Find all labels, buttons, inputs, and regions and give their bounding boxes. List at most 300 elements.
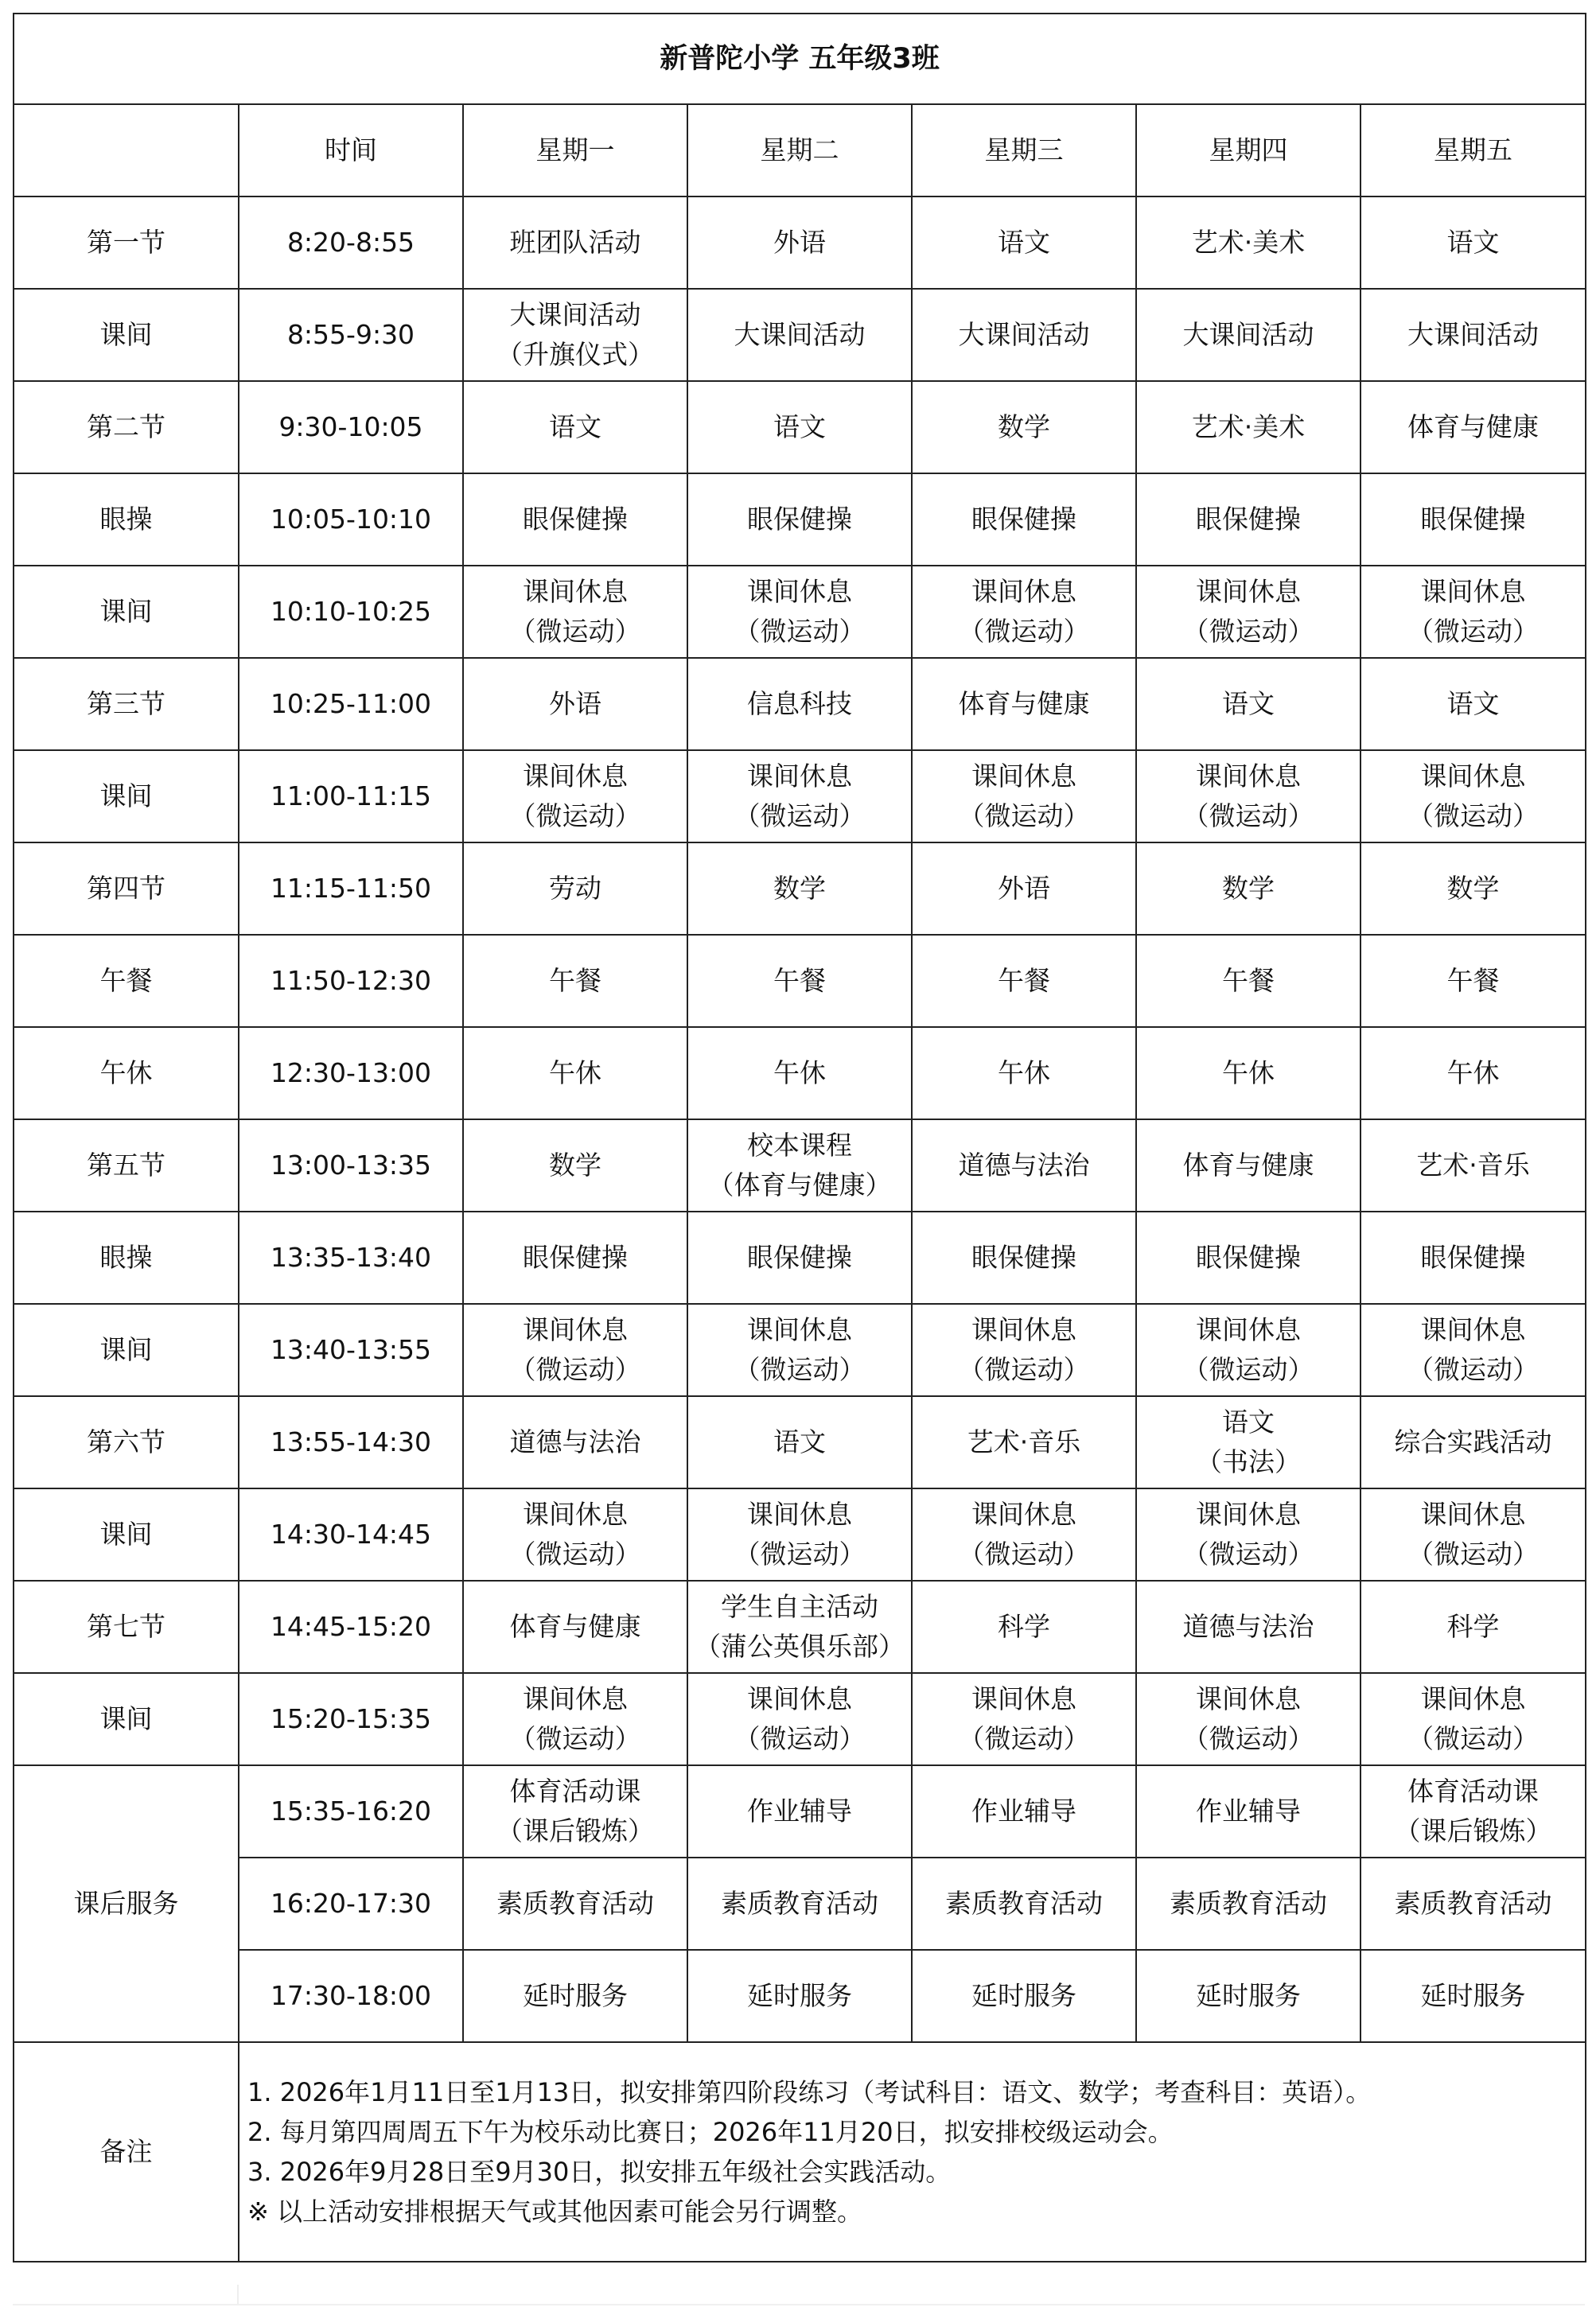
cell-monday (463, 1581, 687, 1673)
cell-wednesday (912, 935, 1136, 1027)
cell-tuesday (687, 196, 912, 289)
note-line: 3. 2026年9月28日至9月30日，拟安排五年级社会实践活动。 (247, 2157, 952, 2187)
cell-tuesday (687, 658, 912, 750)
cell-line: 课间休息 (971, 1314, 1076, 1345)
cell-line: 大课间活动 (958, 319, 1090, 350)
cell-line: 语文 (1446, 227, 1500, 258)
notes-row (14, 2042, 1586, 2262)
cell-wednesday (912, 1396, 1136, 1488)
cell-line: 综合实践活动 (1394, 1426, 1552, 1457)
cell-line: 数学 (1446, 873, 1500, 904)
period-label: 第五节 (14, 1119, 239, 1212)
cell-wednesday (912, 1212, 1136, 1304)
period-label: 午餐 (14, 935, 239, 1027)
cell-line: 课间休息 (1420, 1499, 1526, 1530)
cell-thursday (1136, 566, 1360, 658)
cell-friday (1360, 1858, 1586, 1950)
cell-line: 体育活动课 (509, 1776, 641, 1807)
cell-line: 道德与法治 (958, 1150, 1090, 1181)
cell-tuesday (687, 1119, 912, 1212)
cell-tuesday (687, 935, 912, 1027)
cell-line: 外语 (773, 227, 826, 258)
cell-line: 眼保健操 (1420, 1242, 1526, 1273)
cell-line: 课间休息 (1420, 576, 1526, 607)
cell-monday (463, 289, 687, 381)
cell-line: 作业辅导 (1196, 1796, 1301, 1827)
header-friday: 星期五 (1360, 104, 1586, 196)
cell-line: 科学 (1446, 1611, 1500, 1642)
notes-label: 备注 (14, 2042, 239, 2262)
cell-line: （升旗仪式） (496, 339, 654, 370)
period-time: 13:55-14:30 (239, 1396, 463, 1488)
cell-line: 素质教育活动 (1394, 1888, 1552, 1919)
cell-thursday (1136, 1304, 1360, 1396)
note-line: 2. 每月第四周周五下午为校乐动比赛日；2026年11月20日，拟安排校级运动会。 (247, 2117, 1174, 2147)
schedule-row (14, 473, 1586, 566)
cell-friday (1360, 1119, 1586, 1212)
cell-friday (1360, 289, 1586, 381)
period-label: 课间 (14, 566, 239, 658)
cell-line: （书法） (1196, 1446, 1301, 1477)
header-wednesday: 星期三 (912, 104, 1136, 196)
cell-line: 课间休息 (747, 1683, 852, 1714)
cell-line: 素质教育活动 (945, 1888, 1103, 1919)
cell-monday (463, 1212, 687, 1304)
cell-line: 道德与法治 (1182, 1611, 1314, 1642)
cell-tuesday (687, 1581, 912, 1673)
cell-thursday (1136, 1027, 1360, 1119)
cell-thursday (1136, 473, 1360, 566)
period-time: 8:20-8:55 (239, 196, 463, 289)
cell-line: （蒲公英俱乐部） (695, 1631, 905, 1662)
schedule-row (14, 381, 1586, 473)
cell-line: 素质教育活动 (721, 1888, 878, 1919)
cell-line: （课后锻炼） (1394, 1815, 1552, 1846)
cell-line: （微运动） (509, 800, 641, 831)
cell-line: 午休 (998, 1057, 1050, 1088)
cell-tuesday (687, 750, 912, 842)
cell-line: 延时服务 (523, 1980, 628, 2011)
cell-monday (463, 935, 687, 1027)
cell-line: 午餐 (998, 965, 1050, 996)
period-label: 午休 (14, 1027, 239, 1119)
schedule-row (14, 566, 1586, 658)
schedule-row (14, 1488, 1586, 1581)
cell-line: 作业辅导 (747, 1796, 852, 1827)
period-time: 10:05-10:10 (239, 473, 463, 566)
cell-monday (463, 1765, 687, 1858)
cell-line: 语文 (1446, 688, 1500, 719)
cell-monday (463, 1027, 687, 1119)
cell-line: 课间休息 (971, 1683, 1076, 1714)
cell-tuesday (687, 1673, 912, 1765)
cell-line: 语文 (998, 227, 1050, 258)
cell-line: 课间休息 (971, 576, 1076, 607)
cell-tuesday (687, 381, 912, 473)
cell-line: 体育与健康 (509, 1611, 641, 1642)
schedule-row (14, 842, 1586, 935)
cell-line: 素质教育活动 (1170, 1888, 1327, 1919)
cell-line: 眼保健操 (523, 1242, 628, 1273)
cell-friday (1360, 935, 1586, 1027)
cell-line: （微运动） (1182, 1723, 1314, 1754)
cell-line: 艺术·美术 (1191, 411, 1306, 442)
cell-line: 眼保健操 (747, 504, 852, 535)
cell-monday (463, 1119, 687, 1212)
cell-line: 眼保健操 (1196, 504, 1301, 535)
cell-wednesday (912, 1950, 1136, 2042)
cell-friday (1360, 473, 1586, 566)
cell-tuesday (687, 1488, 912, 1581)
schedule-row (14, 1027, 1586, 1119)
cell-monday (463, 1858, 687, 1950)
cell-line: 课间休息 (1420, 761, 1526, 792)
schedule-row (14, 658, 1586, 750)
cell-monday (463, 1673, 687, 1765)
period-time: 13:40-13:55 (239, 1304, 463, 1396)
cell-friday (1360, 658, 1586, 750)
cell-thursday (1136, 1119, 1360, 1212)
cell-line: 眼保健操 (523, 504, 628, 535)
period-label: 眼操 (14, 1212, 239, 1304)
cell-thursday (1136, 1673, 1360, 1765)
schedule-row (14, 750, 1586, 842)
cell-line: 作业辅导 (971, 1796, 1076, 1827)
schedule-row (14, 1673, 1586, 1765)
period-label: 第二节 (14, 381, 239, 473)
cell-tuesday (687, 473, 912, 566)
cell-line: 课间休息 (747, 761, 852, 792)
cell-line: 外语 (998, 873, 1050, 904)
cell-line: （微运动） (734, 616, 866, 647)
schedule-sheet (13, 13, 1585, 2262)
cell-line: 体育与健康 (958, 688, 1090, 719)
period-label: 第三节 (14, 658, 239, 750)
period-time: 17:30-18:00 (239, 1950, 463, 2042)
header-time: 时间 (239, 104, 463, 196)
cell-friday (1360, 1396, 1586, 1488)
period-time: 14:30-14:45 (239, 1488, 463, 1581)
cell-line: 延时服务 (1196, 1980, 1301, 2011)
cell-line: 大课间活动 (734, 319, 866, 350)
cell-line: （微运动） (734, 1723, 866, 1754)
sheet-underline (13, 2285, 1585, 2305)
after-school-row (14, 1950, 1586, 2042)
period-label: 课间 (14, 289, 239, 381)
period-time: 15:20-15:35 (239, 1673, 463, 1765)
cell-tuesday (687, 1212, 912, 1304)
cell-monday (463, 196, 687, 289)
cell-line: 课间休息 (523, 761, 628, 792)
cell-line: 科学 (998, 1611, 1050, 1642)
period-time: 9:30-10:05 (239, 381, 463, 473)
cell-monday (463, 473, 687, 566)
cell-line: （体育与健康） (707, 1169, 892, 1200)
cell-line: 午休 (549, 1057, 601, 1088)
cell-line: 眼保健操 (971, 504, 1076, 535)
period-time: 13:35-13:40 (239, 1212, 463, 1304)
cell-friday (1360, 1765, 1586, 1858)
cell-tuesday (687, 1396, 912, 1488)
cell-line: （课后锻炼） (496, 1815, 654, 1846)
cell-line: （微运动） (958, 1539, 1090, 1570)
title-row (14, 14, 1586, 104)
cell-line: 体育与健康 (1407, 411, 1540, 442)
cell-wednesday (912, 1673, 1136, 1765)
cell-line: 班团队活动 (509, 227, 641, 258)
cell-line: 劳动 (549, 873, 601, 904)
cell-line: 体育与健康 (1182, 1150, 1314, 1181)
period-label: 第四节 (14, 842, 239, 935)
cell-line: 眼保健操 (1420, 504, 1526, 535)
cell-line: 信息科技 (747, 688, 852, 719)
period-label: 课间 (14, 1488, 239, 1581)
cell-monday (463, 842, 687, 935)
schedule-row (14, 1581, 1586, 1673)
cell-tuesday (687, 842, 912, 935)
cell-line: （微运动） (958, 616, 1090, 647)
schedule-row (14, 1119, 1586, 1212)
cell-line: 午餐 (1222, 965, 1275, 996)
cell-line: 午餐 (549, 965, 601, 996)
cell-line: 延时服务 (747, 1980, 852, 2011)
cell-monday (463, 1396, 687, 1488)
cell-tuesday (687, 1765, 912, 1858)
cell-monday (463, 1304, 687, 1396)
cell-wednesday (912, 381, 1136, 473)
cell-line: （微运动） (1407, 616, 1540, 647)
schedule-row (14, 935, 1586, 1027)
period-time: 15:35-16:20 (239, 1765, 463, 1858)
cell-line: （微运动） (509, 1539, 641, 1570)
period-time: 12:30-13:00 (239, 1027, 463, 1119)
cell-wednesday (912, 1765, 1136, 1858)
cell-line: （微运动） (1407, 1354, 1540, 1385)
cell-line: 课间休息 (1196, 761, 1301, 792)
cell-line: （微运动） (958, 1354, 1090, 1385)
header-row (14, 104, 1586, 196)
period-time: 10:10-10:25 (239, 566, 463, 658)
cell-line: （微运动） (1407, 800, 1540, 831)
cell-wednesday (912, 658, 1136, 750)
cell-friday (1360, 566, 1586, 658)
cell-wednesday (912, 473, 1136, 566)
period-time: 16:20-17:30 (239, 1858, 463, 1950)
cell-line: 眼保健操 (971, 1242, 1076, 1273)
cell-thursday (1136, 1396, 1360, 1488)
cell-line: （微运动） (509, 616, 641, 647)
schedule-row (14, 196, 1586, 289)
cell-line: 午休 (773, 1057, 826, 1088)
cell-wednesday (912, 1858, 1136, 1950)
cell-friday (1360, 750, 1586, 842)
cell-thursday (1136, 1950, 1360, 2042)
cell-line: 大课间活动 (509, 299, 641, 330)
cell-line: 数学 (1222, 873, 1275, 904)
period-label: 第六节 (14, 1396, 239, 1488)
period-label: 课间 (14, 750, 239, 842)
schedule-row (14, 1396, 1586, 1488)
cell-line: （微运动） (734, 1539, 866, 1570)
cell-line: 课间休息 (523, 576, 628, 607)
cell-line: 午餐 (1446, 965, 1500, 996)
cell-wednesday (912, 842, 1136, 935)
cell-friday (1360, 1304, 1586, 1396)
cell-friday (1360, 381, 1586, 473)
cell-line: 数学 (549, 1150, 601, 1181)
cell-tuesday (687, 566, 912, 658)
cell-line: 延时服务 (1420, 1980, 1526, 2011)
cell-line: 艺术·美术 (1191, 227, 1306, 258)
cell-line: 语文 (1222, 688, 1275, 719)
cell-line: 午餐 (773, 965, 826, 996)
cell-line: 课间休息 (1420, 1314, 1526, 1345)
cell-thursday (1136, 1765, 1360, 1858)
cell-line: 大课间活动 (1182, 319, 1314, 350)
cell-thursday (1136, 289, 1360, 381)
period-label: 第一节 (14, 196, 239, 289)
cell-line: 大课间活动 (1407, 319, 1540, 350)
schedule-row (14, 289, 1586, 381)
header-thursday: 星期四 (1136, 104, 1360, 196)
cell-line: 语文 (1222, 1407, 1275, 1438)
cell-wednesday (912, 1304, 1136, 1396)
schedule-row (14, 1212, 1586, 1304)
cell-wednesday (912, 1027, 1136, 1119)
cell-line: （微运动） (958, 1723, 1090, 1754)
cell-line: （微运动） (509, 1723, 641, 1754)
cell-friday (1360, 1212, 1586, 1304)
period-label: 眼操 (14, 473, 239, 566)
cell-line: 午休 (1222, 1057, 1275, 1088)
cell-line: （微运动） (1182, 616, 1314, 647)
period-time: 11:00-11:15 (239, 750, 463, 842)
cell-thursday (1136, 842, 1360, 935)
period-time: 10:25-11:00 (239, 658, 463, 750)
note-line: 1. 2026年1月11日至1月13日，拟安排第四阶段练习（考试科目：语文、数学；考查科目：英语）。 (247, 2077, 1372, 2107)
cell-tuesday (687, 1950, 912, 2042)
period-time: 13:00-13:35 (239, 1119, 463, 1212)
timetable (13, 13, 1586, 2262)
cell-tuesday (687, 1304, 912, 1396)
cell-friday (1360, 196, 1586, 289)
cell-thursday (1136, 750, 1360, 842)
cell-thursday (1136, 1581, 1360, 1673)
cell-wednesday (912, 1119, 1136, 1212)
cell-monday (463, 566, 687, 658)
period-time: 11:15-11:50 (239, 842, 463, 935)
cell-line: （微运动） (1182, 1539, 1314, 1570)
cell-line: （微运动） (734, 800, 866, 831)
cell-line: （微运动） (1407, 1723, 1540, 1754)
cell-wednesday (912, 1488, 1136, 1581)
cell-line: 艺术·音乐 (1416, 1150, 1530, 1181)
cell-wednesday (912, 1581, 1136, 1673)
notes-content (239, 2042, 1586, 2262)
cell-line: 数学 (773, 873, 826, 904)
period-time: 11:50-12:30 (239, 935, 463, 1027)
cell-thursday (1136, 196, 1360, 289)
cell-line: 眼保健操 (1196, 1242, 1301, 1273)
after-school-label: 课后服务 (14, 1765, 239, 2042)
cell-line: 课间休息 (1196, 576, 1301, 607)
cell-wednesday (912, 750, 1136, 842)
header-tuesday: 星期二 (687, 104, 912, 196)
cell-line: 语文 (773, 1426, 826, 1457)
cell-monday (463, 381, 687, 473)
cell-line: 眼保健操 (747, 1242, 852, 1273)
cell-monday (463, 658, 687, 750)
cell-friday (1360, 1027, 1586, 1119)
cell-thursday (1136, 1858, 1360, 1950)
header-corner (14, 104, 239, 196)
cell-friday (1360, 1950, 1586, 2042)
cell-line: 课间休息 (1196, 1499, 1301, 1530)
period-time: 14:45-15:20 (239, 1581, 463, 1673)
cell-line: 素质教育活动 (496, 1888, 654, 1919)
cell-line: （微运动） (958, 800, 1090, 831)
cell-line: （微运动） (509, 1354, 641, 1385)
period-label: 课间 (14, 1304, 239, 1396)
cell-thursday (1136, 658, 1360, 750)
schedule-row (14, 1304, 1586, 1396)
cell-line: 课间休息 (747, 1499, 852, 1530)
header-monday: 星期一 (463, 104, 687, 196)
cell-line: （微运动） (1182, 1354, 1314, 1385)
cell-line: 校本课程 (747, 1130, 852, 1161)
cell-line: 课间休息 (971, 761, 1076, 792)
cell-line: 课间休息 (523, 1314, 628, 1345)
cell-friday (1360, 1581, 1586, 1673)
cell-line: 道德与法治 (509, 1426, 641, 1457)
cell-thursday (1136, 381, 1360, 473)
cell-thursday (1136, 1212, 1360, 1304)
cell-friday (1360, 1488, 1586, 1581)
cell-monday (463, 1950, 687, 2042)
cell-thursday (1136, 935, 1360, 1027)
cell-line: （微运动） (1182, 800, 1314, 831)
cell-friday (1360, 1673, 1586, 1765)
period-label: 第七节 (14, 1581, 239, 1673)
cell-line: 学生自主活动 (721, 1591, 878, 1622)
cell-thursday (1136, 1488, 1360, 1581)
cell-line: 课间休息 (747, 1314, 852, 1345)
cell-line: 语文 (549, 411, 601, 442)
cell-line: 外语 (549, 688, 601, 719)
cell-friday (1360, 842, 1586, 935)
cell-monday (463, 750, 687, 842)
cell-wednesday (912, 566, 1136, 658)
cell-tuesday (687, 289, 912, 381)
note-line: ※ 以上活动安排根据天气或其他因素可能会另行调整。 (247, 2196, 862, 2227)
timetable-title: 新普陀小学 五年级3班 (14, 14, 1586, 104)
cell-line: 课间休息 (1196, 1683, 1301, 1714)
cell-line: 延时服务 (971, 1980, 1076, 2011)
cell-line: 体育活动课 (1407, 1776, 1540, 1807)
after-school-row (14, 1858, 1586, 1950)
cell-line: （微运动） (1407, 1539, 1540, 1570)
cell-line: 课间休息 (523, 1683, 628, 1714)
period-label: 课间 (14, 1673, 239, 1765)
cell-line: 课间休息 (1420, 1683, 1526, 1714)
cell-line: 课间休息 (523, 1499, 628, 1530)
cell-line: 语文 (773, 411, 826, 442)
cell-line: 课间休息 (1196, 1314, 1301, 1345)
after-school-row (14, 1765, 1586, 1858)
period-time: 8:55-9:30 (239, 289, 463, 381)
cell-line: 课间休息 (971, 1499, 1076, 1530)
cell-wednesday (912, 289, 1136, 381)
